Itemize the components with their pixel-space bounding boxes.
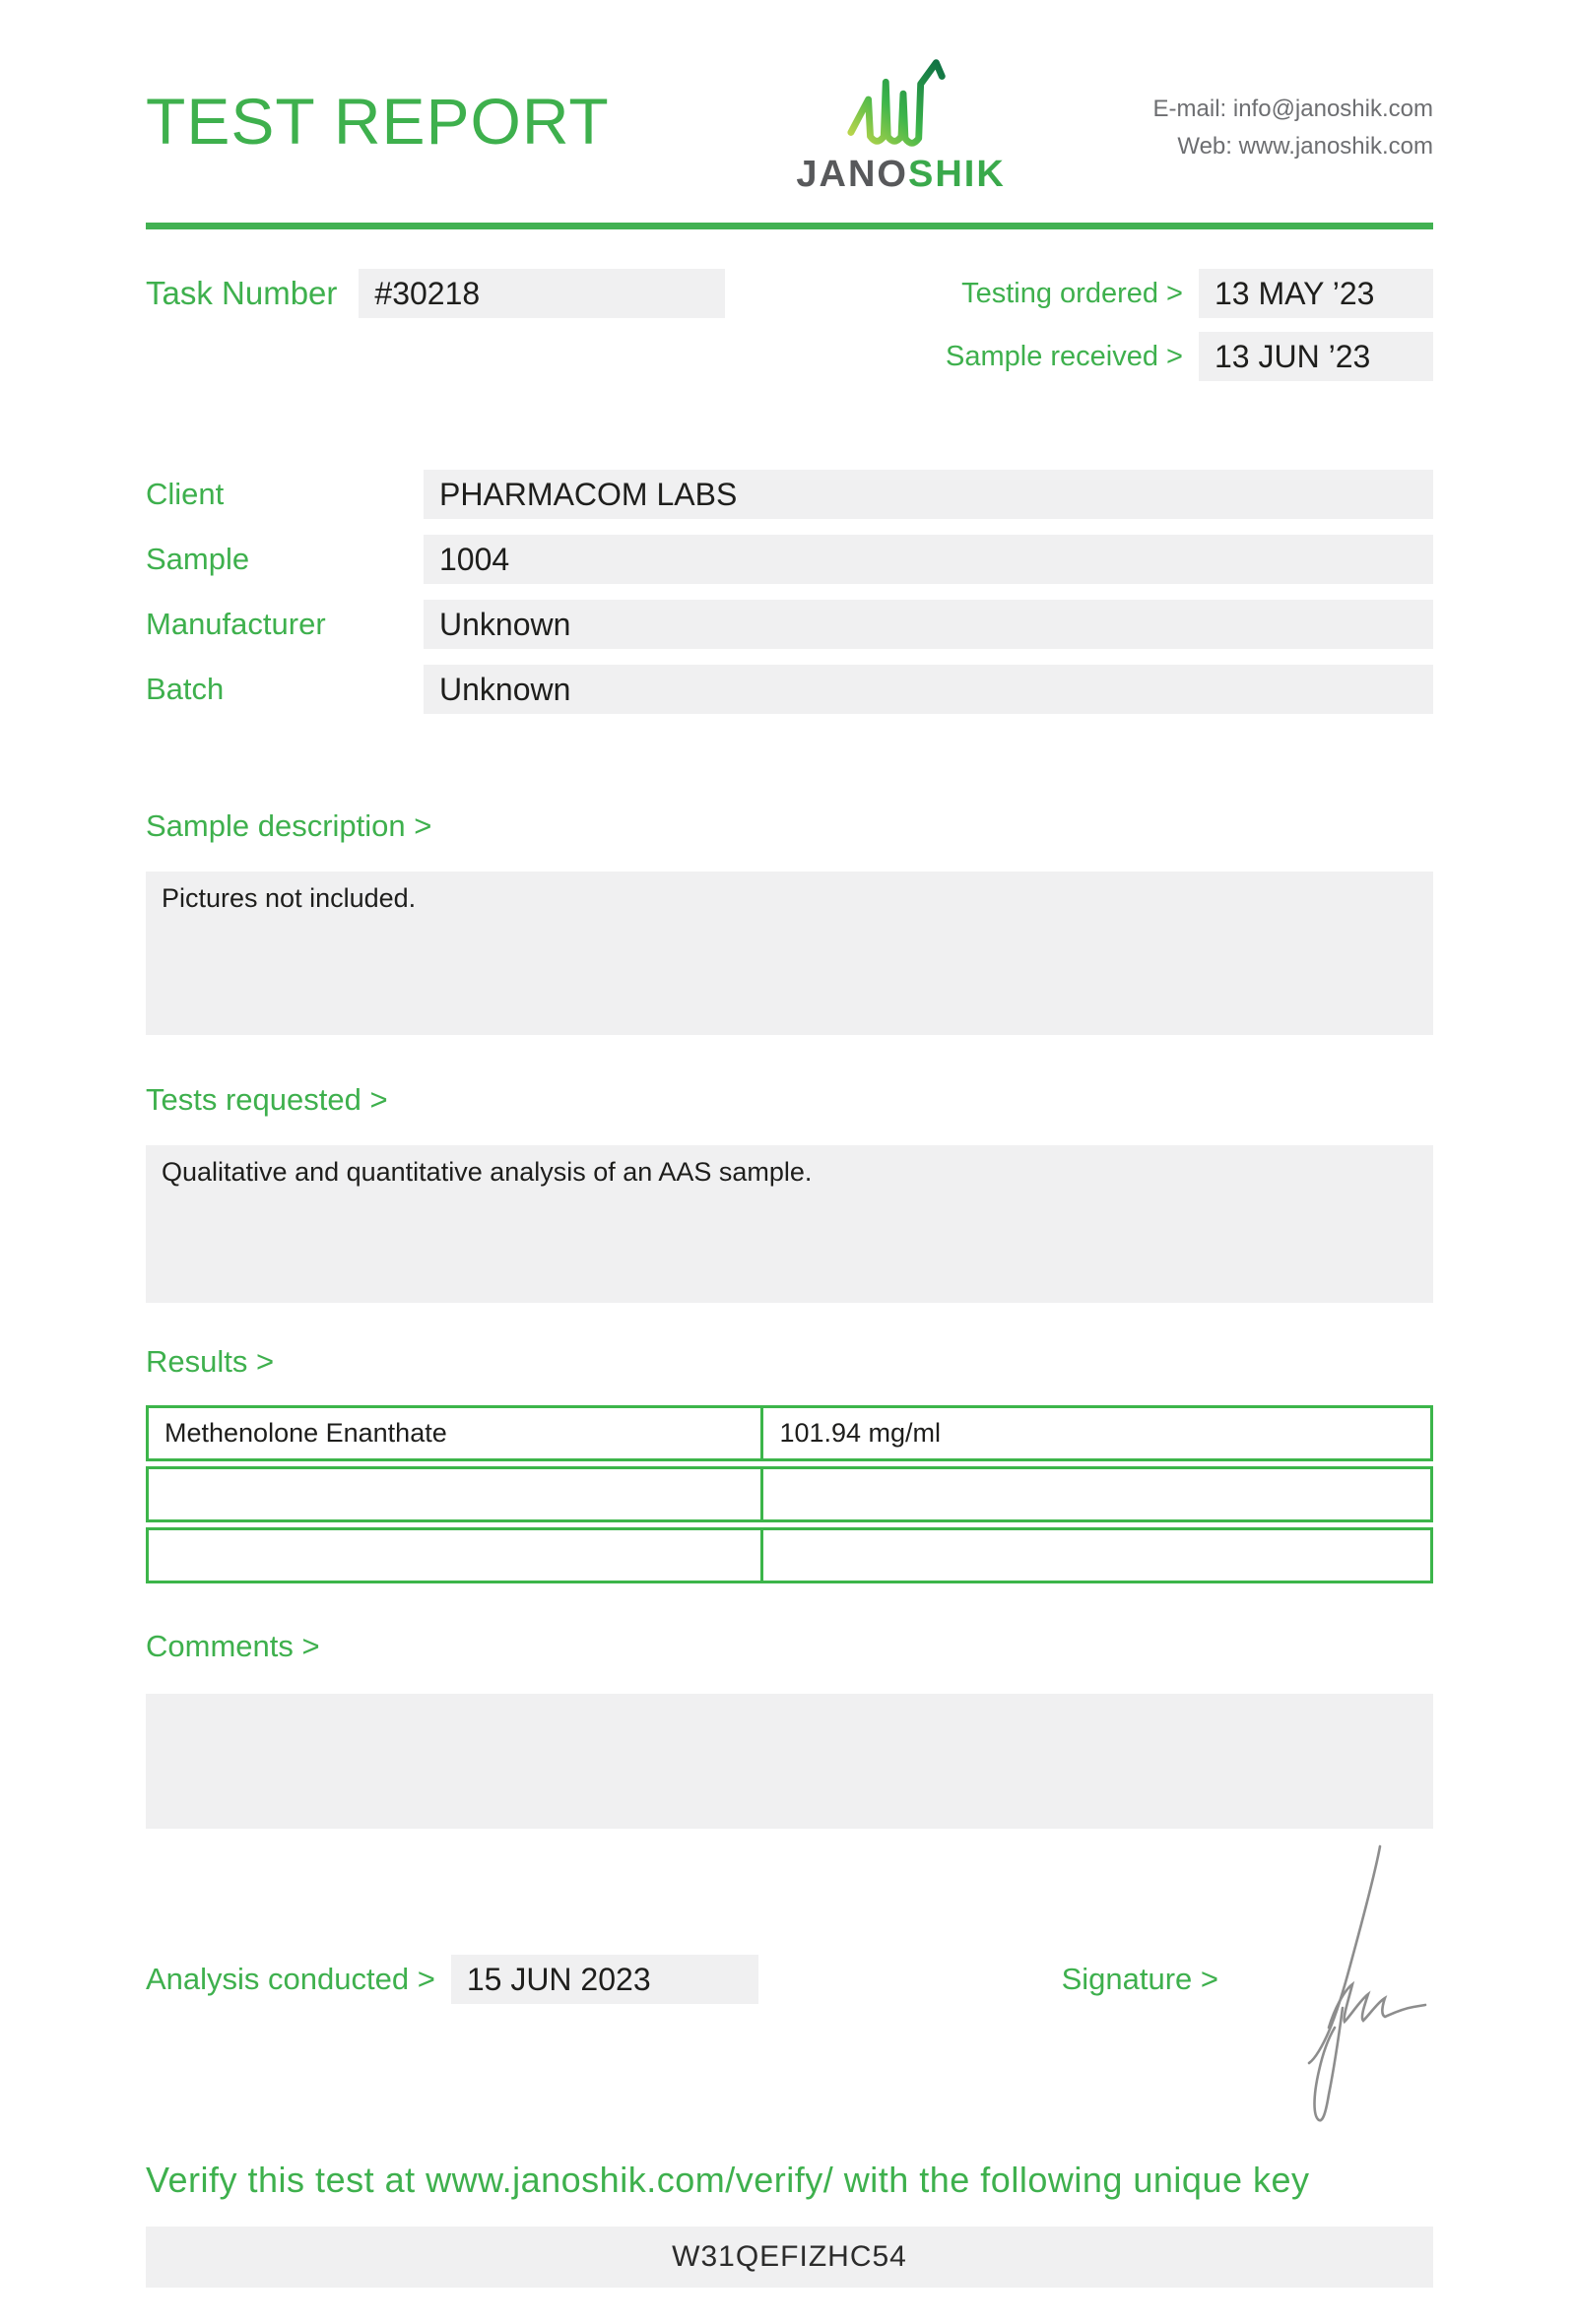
logo-text-shik: SHIK (907, 154, 1006, 195)
testing-ordered-row (946, 269, 1433, 318)
logo-text-jano: JANO (796, 154, 908, 195)
manufacturer-label: Manufacturer (146, 607, 326, 641)
field-row-sample (146, 535, 1433, 584)
analysis-conducted-group (146, 1955, 758, 2004)
result-cell (763, 1530, 1430, 1581)
sample-value: 1004 (424, 535, 1433, 584)
table-row (146, 1527, 1433, 1583)
comments-heading: Comments > (146, 1629, 320, 1663)
results-heading: Results > (146, 1344, 275, 1379)
task-number-label: Task Number (146, 275, 338, 311)
sample-received-row (946, 332, 1433, 381)
dates-group (946, 269, 1433, 381)
sample-received-value: 13 JUN ’23 (1199, 332, 1433, 381)
header-divider (146, 223, 1433, 229)
table-row (146, 1466, 1433, 1522)
contact-web: Web: www.janoshik.com (1177, 133, 1433, 160)
task-number-value: #30218 (359, 269, 725, 318)
analyte-cell (149, 1469, 763, 1519)
results-section (146, 1344, 1433, 1583)
signature-label: Signature > (1061, 1962, 1218, 1996)
analysis-conducted-label: Analysis conducted > (146, 1962, 435, 1996)
sample-description-heading: Sample description > (146, 808, 432, 843)
sample-info-fields (146, 470, 1433, 714)
field-row-client (146, 470, 1433, 519)
field-row-manufacturer (146, 600, 1433, 649)
client-label: Client (146, 477, 225, 511)
comments-text (146, 1694, 1433, 1829)
analyte-cell: Methenolone Enanthate (149, 1408, 763, 1458)
analyte-cell (149, 1530, 763, 1581)
tests-requested-heading: Tests requested > (146, 1082, 388, 1117)
result-cell: 101.94 mg/ml (779, 1418, 942, 1448)
testing-ordered-value: 13 MAY ’23 (1199, 269, 1433, 318)
logo-wordmark (796, 156, 1005, 193)
result-cell (763, 1469, 1430, 1519)
contact-email: E-mail: info@janoshik.com (1152, 96, 1433, 122)
analysis-conducted-value: 15 JUN 2023 (451, 1955, 758, 2004)
meta-row (146, 269, 1433, 381)
footer-row (146, 1955, 1433, 2004)
comments-section (146, 1629, 1433, 1829)
client-value: PHARMACOM LABS (424, 470, 1433, 519)
table-row (146, 1405, 1433, 1461)
results-table (146, 1405, 1433, 1583)
janoshik-logo (796, 53, 1005, 193)
tests-requested-section (146, 1082, 1433, 1303)
batch-value: Unknown (424, 665, 1433, 714)
manufacturer-value: Unknown (424, 600, 1433, 649)
sample-description-section (146, 808, 1433, 1035)
field-row-batch (146, 665, 1433, 714)
sample-received-label: Sample received > (946, 340, 1183, 372)
trend-chart-icon (843, 53, 959, 154)
batch-label: Batch (146, 672, 225, 706)
testing-ordered-label: Testing ordered > (961, 277, 1183, 309)
header (146, 51, 1433, 207)
task-number-group (146, 269, 725, 318)
sample-description-text: Pictures not included. (146, 872, 1433, 1035)
unique-key-value: W31QEFIZHC54 (146, 2227, 1433, 2288)
sample-label: Sample (146, 542, 250, 576)
signature-scribble (1285, 1835, 1435, 2126)
tests-requested-text: Qualitative and quantitative analysis of an AAS sample. (146, 1145, 1433, 1303)
page-title: TEST REPORT (146, 85, 610, 158)
contact-info (1153, 91, 1433, 165)
verify-instruction: Verify this test at www.janoshik.com/verify/ with the following unique key (146, 2160, 1310, 2200)
